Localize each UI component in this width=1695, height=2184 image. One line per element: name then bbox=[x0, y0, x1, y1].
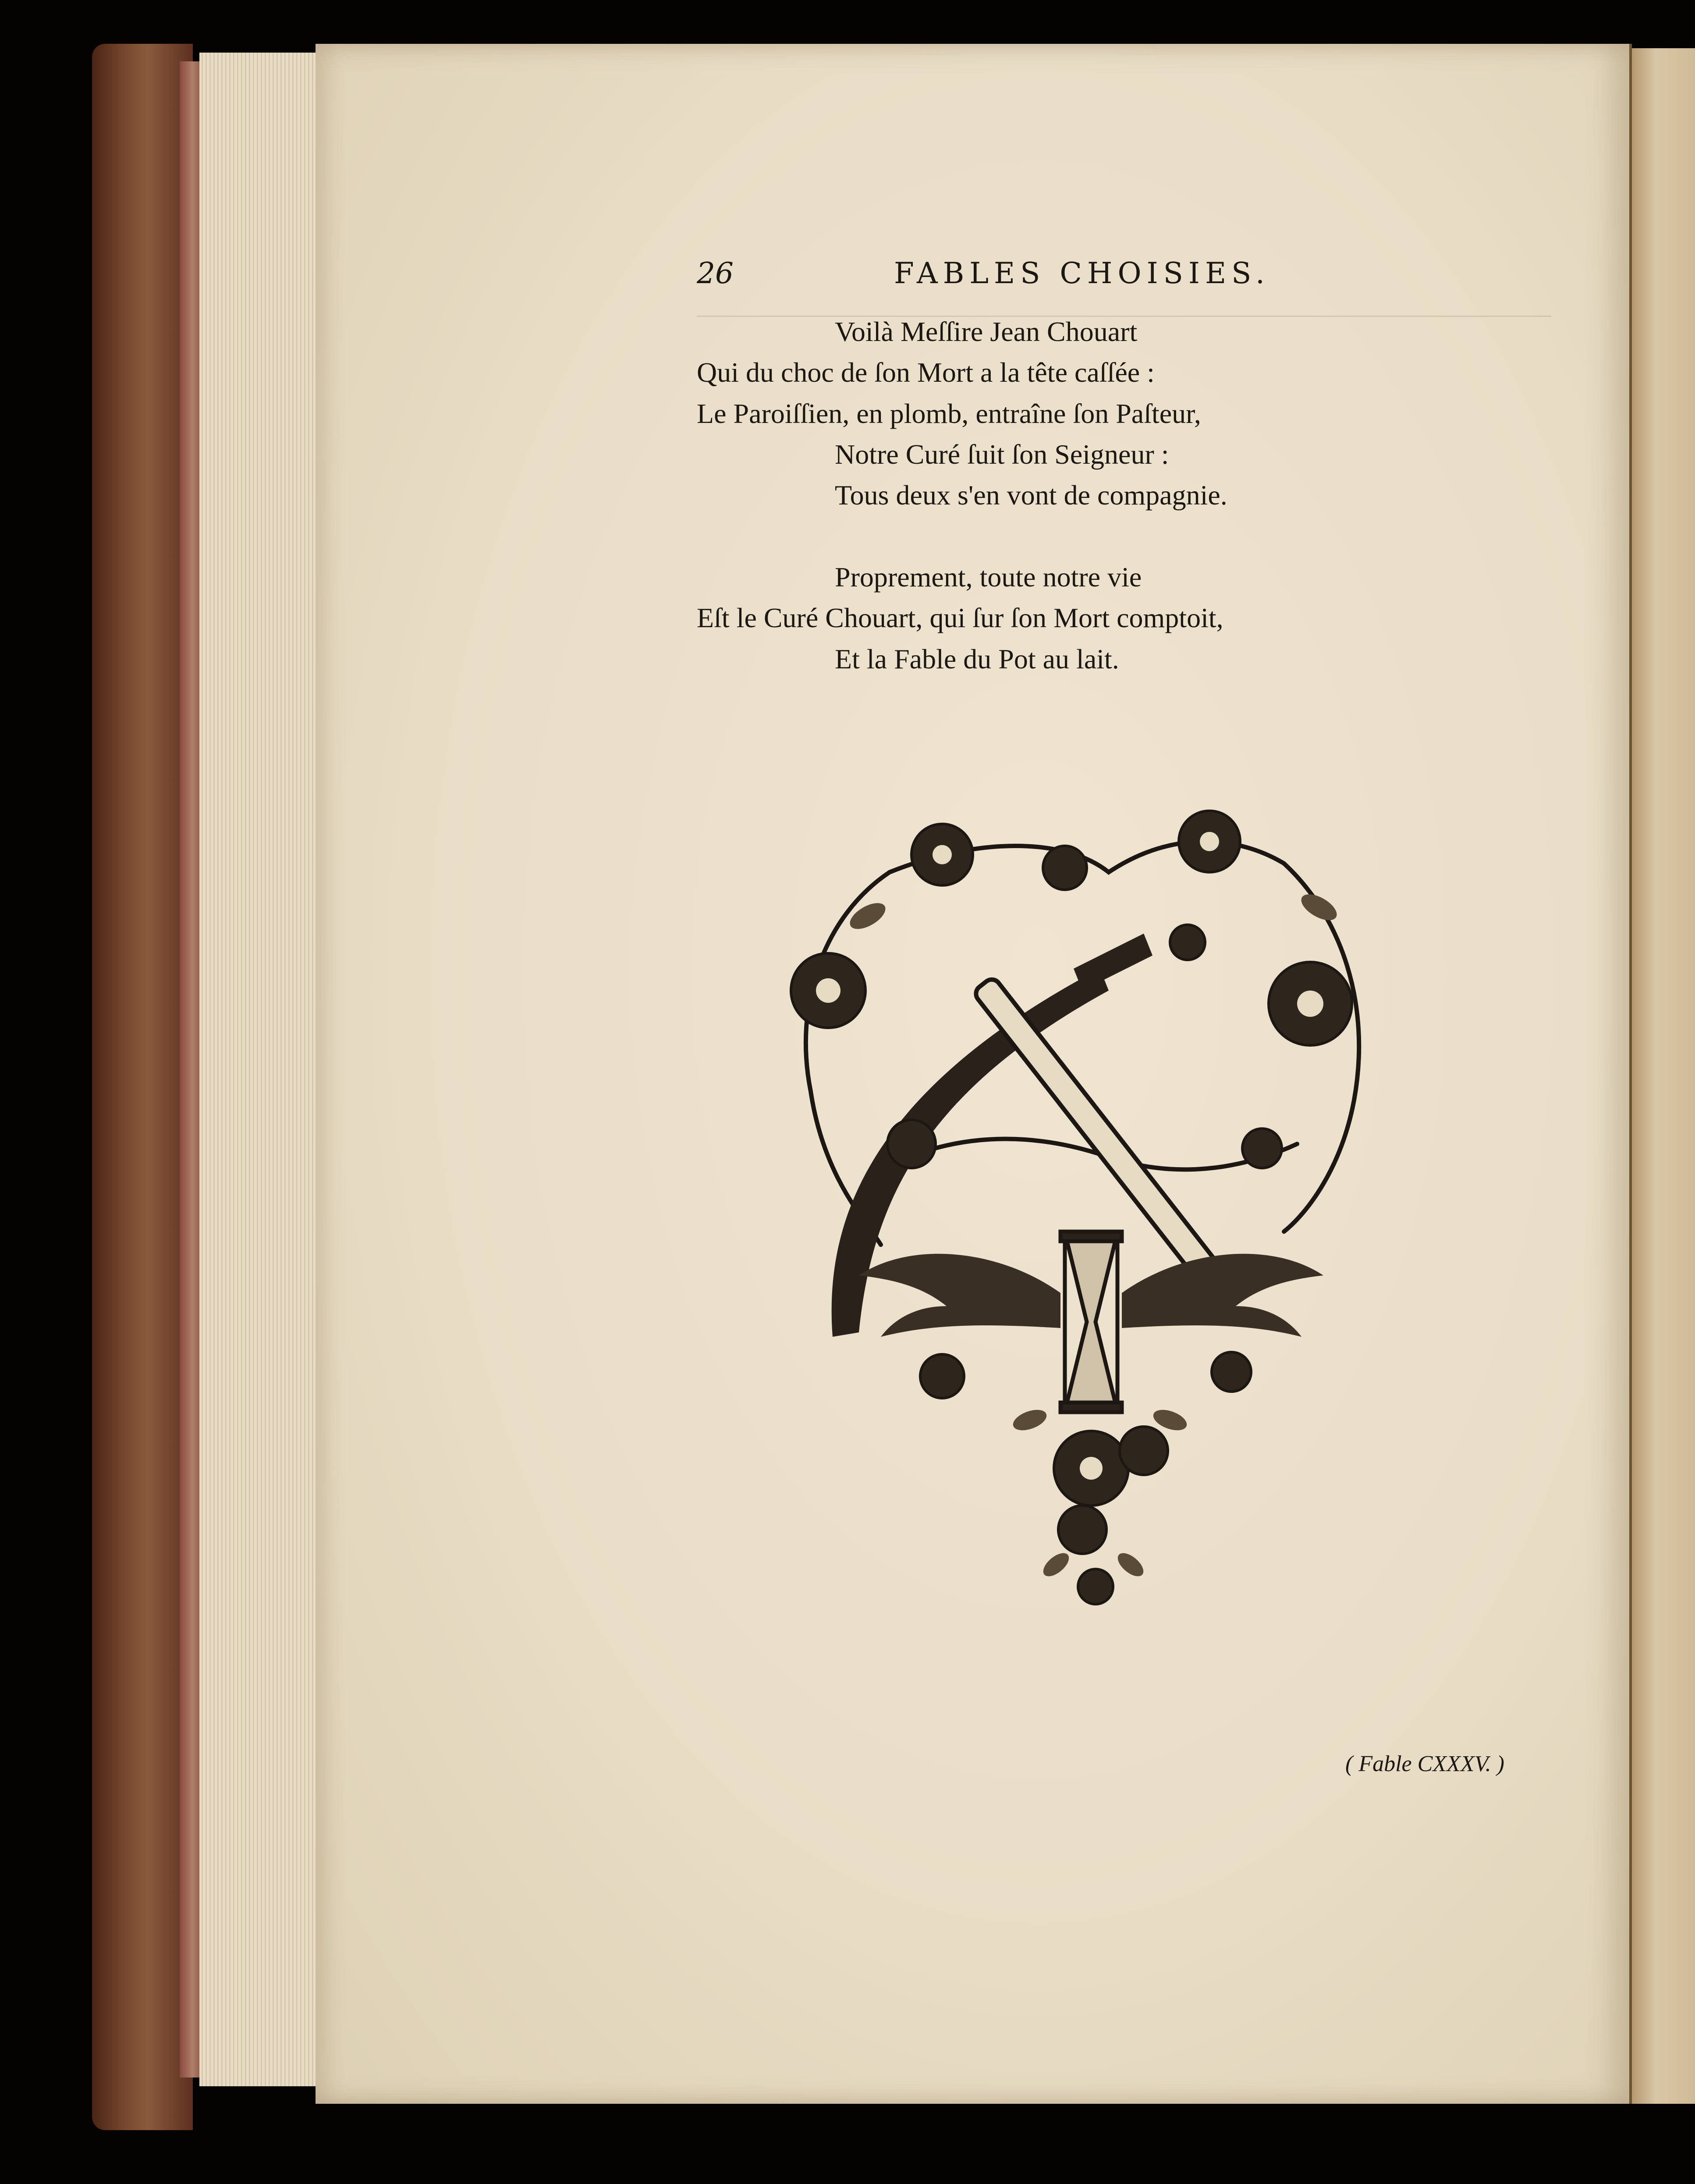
page-gutter bbox=[1629, 44, 1632, 2104]
running-title: FABLES CHOISIES. bbox=[894, 256, 1270, 290]
page-number: 26 bbox=[697, 256, 734, 290]
verse-line: Tous deux s'en vont de compagnie. bbox=[835, 479, 1227, 511]
verse-line: Proprement, toute notre vie bbox=[835, 561, 1142, 593]
verse-line: Qui du choc de ſon Mort a la tête caſſée : bbox=[697, 357, 1155, 388]
verse-line: Notre Curé ſuit ſon Seigneur : bbox=[835, 439, 1169, 470]
fable-reference: ( Fable CXXXV. ) bbox=[1345, 1751, 1504, 1776]
hourglass-icon bbox=[1060, 1232, 1122, 1412]
verse-line: Le Paroiſſien, en plomb, entraîne ſon Paſteur, bbox=[697, 398, 1201, 429]
verse-line: Voilà Meſſire Jean Chouart bbox=[835, 316, 1138, 347]
verse-line: Eſt le Curé Chouart, qui ſur ſon Mort comptoit, bbox=[697, 602, 1223, 633]
leather-binding bbox=[92, 44, 193, 2130]
page-stack-edges bbox=[199, 53, 319, 2086]
verse-line: Et la Fable du Pot au lait. bbox=[835, 643, 1119, 675]
facing-page-edge bbox=[1630, 48, 1695, 2104]
engraved-vignette bbox=[758, 785, 1415, 1617]
